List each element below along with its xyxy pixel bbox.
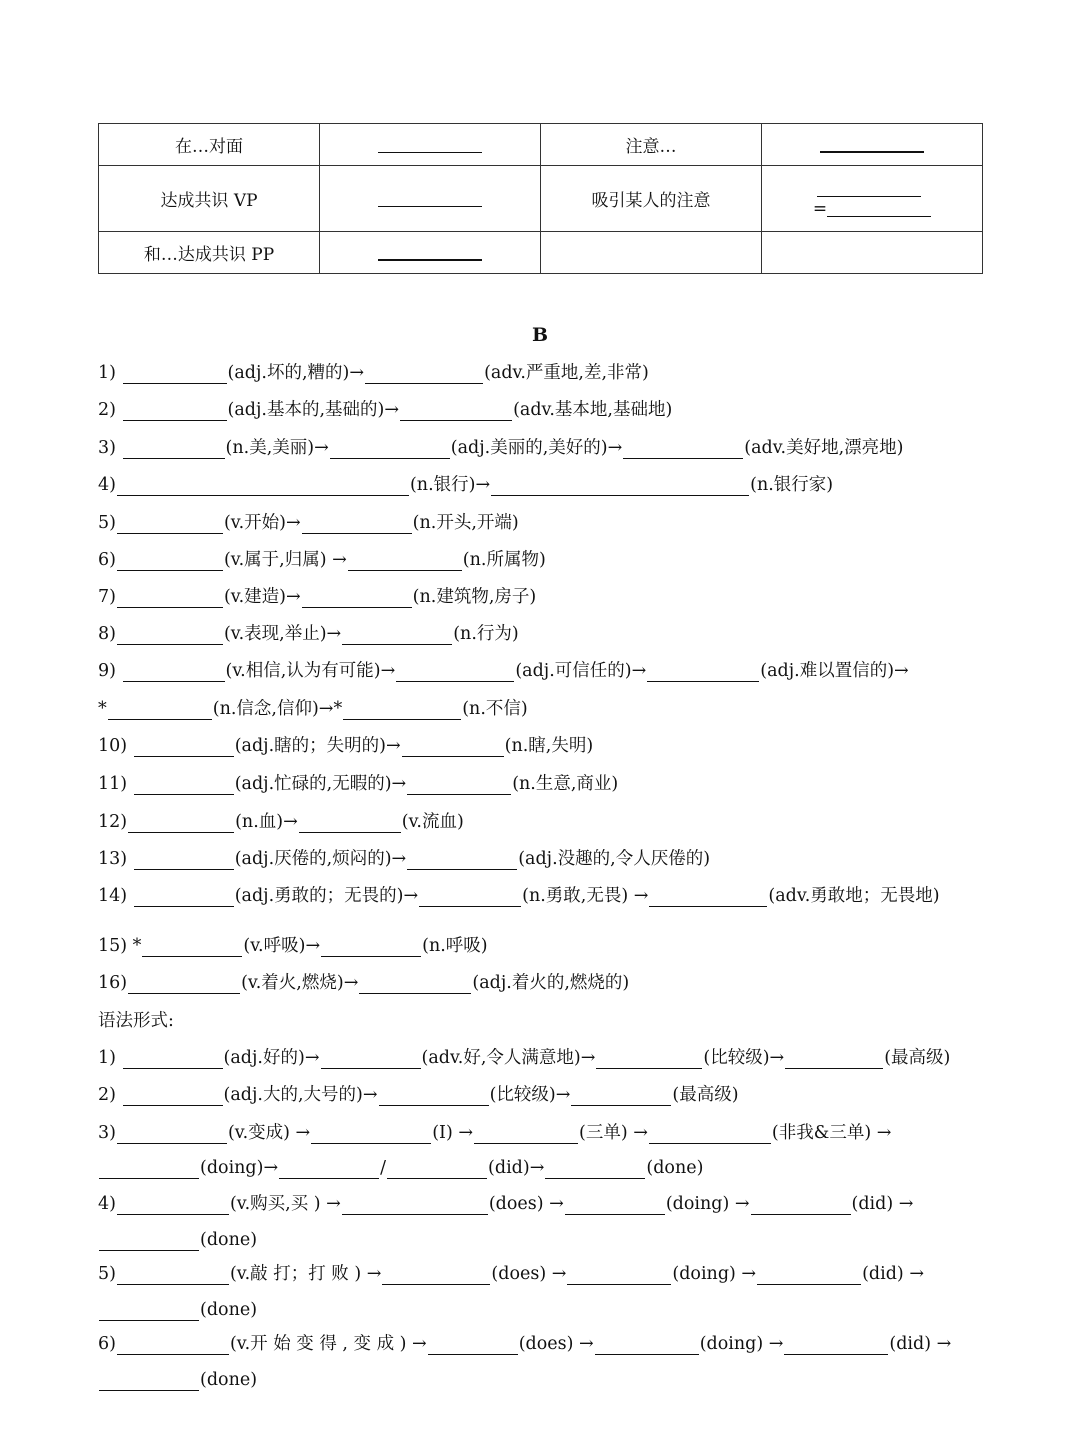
- exercise-line: [98, 586, 536, 608]
- answer-blank[interactable]: [134, 739, 234, 757]
- hint-text: (n.血)→: [235, 812, 298, 832]
- answer-blank[interactable]: [649, 1126, 771, 1144]
- item-number: 16): [98, 973, 128, 993]
- hint-text: (n.不信): [462, 699, 528, 719]
- hint-text: (done): [200, 1230, 258, 1250]
- exercise-line: [98, 1047, 950, 1069]
- exercise-line: [98, 773, 618, 795]
- exercise-line: [98, 1263, 924, 1285]
- answer-blank[interactable]: [134, 889, 234, 907]
- hint-text: (adj.勇敢的；无畏的)→: [234, 886, 419, 906]
- answer-blank[interactable]: [402, 739, 504, 757]
- star-mark: *: [98, 699, 107, 719]
- item-number: 5): [98, 1264, 116, 1284]
- exercise-line: [98, 935, 488, 957]
- term-cell: 在…对面: [99, 124, 320, 166]
- vocab-table: [98, 123, 983, 274]
- answer-blank[interactable]: [117, 553, 223, 571]
- hint-text: (done): [200, 1300, 258, 1320]
- hint-text: (比较级)→: [703, 1048, 785, 1068]
- answer-blank[interactable]: [99, 1373, 199, 1391]
- hint-text: (adv.美好地,漂亮地): [744, 438, 904, 458]
- exercise-line: [98, 1157, 703, 1179]
- hint-text: (n.银行家): [750, 475, 834, 495]
- answer-blank[interactable]: [99, 1233, 199, 1251]
- answer-blank[interactable]: [387, 1161, 487, 1179]
- exercise-line: [98, 399, 672, 421]
- answer-blank[interactable]: [396, 664, 514, 682]
- table-row: [99, 124, 983, 166]
- answer-blank[interactable]: [365, 366, 483, 384]
- hint-text: (v.表现,举止)→: [223, 624, 342, 644]
- answer-blank[interactable]: [565, 1197, 665, 1215]
- hint-text: (does) →: [518, 1334, 594, 1354]
- item-number: 12): [98, 812, 128, 832]
- hint-text: (v.购买,买 ) →: [229, 1194, 341, 1214]
- answer-blank[interactable]: [785, 1051, 883, 1069]
- item-number: 3): [98, 1123, 116, 1143]
- answer-blank[interactable]: [348, 553, 462, 571]
- equals-sign: =: [812, 198, 828, 219]
- hint-text: (did) →: [851, 1194, 914, 1214]
- separator: /: [380, 1158, 387, 1178]
- item-number: 5): [98, 513, 116, 533]
- answer-blank[interactable]: [117, 1337, 229, 1355]
- hint-text: (n.开头,开端): [412, 513, 519, 533]
- exercise-line: [98, 848, 710, 870]
- item-number: 6): [98, 1334, 116, 1354]
- answer-cell: [320, 124, 541, 166]
- exercise-line: [98, 735, 593, 757]
- hint-text: (n.银行)→: [409, 475, 491, 495]
- answer-blank[interactable]: [751, 1197, 851, 1215]
- hint-text: (adv.严重地,差,非常): [484, 363, 649, 383]
- item-number: 2): [98, 1085, 116, 1105]
- term-cell: 注意…: [541, 124, 762, 166]
- answer-blank[interactable]: [820, 137, 924, 153]
- hint-text: (done): [200, 1370, 258, 1390]
- answer-blank[interactable]: [817, 182, 921, 197]
- hint-text: (adj.瞎的；失明的)→: [234, 736, 401, 756]
- item-number: 1): [98, 1048, 116, 1068]
- item-number: 7): [98, 587, 116, 607]
- grammar-label: 语法形式:: [98, 1011, 174, 1031]
- hint-text: (n.勇敢,无畏) →: [522, 886, 649, 906]
- answer-blank[interactable]: [784, 1337, 888, 1355]
- answer-blank[interactable]: [419, 889, 521, 907]
- hint-text: (did) →: [862, 1264, 924, 1284]
- answer-blank[interactable]: [117, 516, 223, 534]
- answer-blank[interactable]: [117, 590, 223, 608]
- hint-text: (adv.勇敢地；无畏地): [768, 886, 940, 906]
- item-number: 15) *: [98, 936, 142, 956]
- hint-text: (does) →: [488, 1194, 564, 1214]
- hint-text: (adj.美丽的,美好的)→: [450, 438, 623, 458]
- hint-text: (adj.基本的,基础的)→: [227, 400, 400, 420]
- answer-blank[interactable]: [595, 1337, 699, 1355]
- answer-blank[interactable]: [378, 245, 482, 261]
- hint-text: (n.瞎,失明): [504, 736, 594, 756]
- item-number: 13): [98, 849, 128, 869]
- item-number: 9): [98, 661, 116, 681]
- answer-blank[interactable]: [649, 889, 767, 907]
- hint-text: (v.流血): [401, 812, 464, 832]
- answer-blank[interactable]: [827, 202, 931, 217]
- term-cell: 吸引某人的注意: [541, 166, 762, 232]
- answer-blank[interactable]: [299, 815, 401, 833]
- item-number: 14): [98, 886, 128, 906]
- exercise-line: [98, 1193, 913, 1215]
- answer-blank[interactable]: [117, 627, 223, 645]
- hint-text: (最高级): [884, 1048, 951, 1068]
- exercise-line: [98, 698, 528, 720]
- hint-text: (I) →: [432, 1123, 474, 1143]
- hint-text: (adj.好的)→: [223, 1048, 320, 1068]
- answer-blank[interactable]: [567, 1267, 671, 1285]
- hint-text: (adv.基本地,基础地): [513, 400, 673, 420]
- answer-blank[interactable]: [302, 516, 412, 534]
- item-number: 4): [98, 1194, 116, 1214]
- exercise-line: [98, 437, 904, 459]
- exercise-line: [98, 885, 940, 907]
- answer-blank[interactable]: [142, 939, 242, 957]
- answer-blank[interactable]: [117, 1126, 227, 1144]
- answer-blank[interactable]: [382, 1267, 490, 1285]
- term-cell: 和…达成共识 PP: [99, 232, 320, 274]
- hint-text: (adj.可信任的)→: [515, 661, 647, 681]
- hint-text: (n.美,美丽)→: [225, 438, 329, 458]
- table-row: [99, 232, 983, 274]
- hint-text: (did) →: [889, 1334, 952, 1354]
- answer-blank[interactable]: [379, 1088, 489, 1106]
- answer-blank[interactable]: [123, 1088, 223, 1106]
- hint-text: (doing) →: [699, 1334, 784, 1354]
- answer-blank[interactable]: [117, 1197, 229, 1215]
- answer-blank[interactable]: [378, 192, 482, 207]
- table-row: [99, 166, 983, 232]
- hint-text: (v.开 始 变 得 , 变 成 ) →: [229, 1334, 427, 1354]
- hint-text: (比较级)→: [489, 1085, 571, 1105]
- answer-blank[interactable]: [123, 441, 225, 459]
- answer-blank[interactable]: [128, 815, 234, 833]
- answer-blank[interactable]: [117, 1267, 229, 1285]
- answer-blank[interactable]: [342, 627, 452, 645]
- answer-blank[interactable]: [99, 1161, 199, 1179]
- item-number: 11): [98, 774, 128, 794]
- hint-text: (非我&三单) →: [771, 1123, 892, 1143]
- answer-blank[interactable]: [330, 441, 450, 459]
- hint-text: (did)→: [488, 1158, 545, 1178]
- hint-text: (adj.大的,大号的)→: [223, 1085, 378, 1105]
- empty-cell: [762, 232, 983, 274]
- hint-text: (最高级): [672, 1085, 739, 1105]
- exercise-line: [98, 623, 519, 645]
- hint-text: (doing) →: [665, 1194, 750, 1214]
- exercise-line: [98, 1122, 891, 1144]
- answer-blank[interactable]: [123, 366, 227, 384]
- answer-blank[interactable]: [545, 1161, 645, 1179]
- item-number: 6): [98, 550, 116, 570]
- answer-cell: [320, 166, 541, 232]
- answer-blank[interactable]: [491, 478, 749, 496]
- hint-text: (v.敲 打；打 败 ) →: [229, 1264, 382, 1284]
- hint-text: (adj.着火的,燃烧的): [472, 973, 630, 993]
- answer-blank[interactable]: [134, 777, 234, 795]
- answer-blank[interactable]: [279, 1161, 379, 1179]
- answer-blank[interactable]: [647, 664, 759, 682]
- answer-cell: [762, 166, 983, 232]
- exercise-line: [98, 972, 629, 994]
- answer-blank[interactable]: [302, 590, 412, 608]
- hint-text: (v.变成) →: [227, 1123, 311, 1143]
- exercise-line: [98, 362, 649, 384]
- item-number: 8): [98, 624, 116, 644]
- answer-blank[interactable]: [342, 1197, 488, 1215]
- answer-blank[interactable]: [123, 1051, 223, 1069]
- answer-blank[interactable]: [117, 478, 409, 496]
- answer-blank[interactable]: [596, 1051, 702, 1069]
- exercise-line: [98, 1084, 739, 1106]
- answer-blank[interactable]: [428, 1337, 518, 1355]
- hint-text: (adj.忙碌的,无暇的)→: [234, 774, 407, 794]
- hint-text: (n.行为): [453, 624, 519, 644]
- answer-blank[interactable]: [571, 1088, 671, 1106]
- hint-text: (n.建筑物,房子): [412, 587, 537, 607]
- double-blank: [813, 179, 931, 219]
- item-number: 4): [98, 475, 116, 495]
- answer-blank[interactable]: [123, 403, 227, 421]
- hint-text: (v.属于,归属) →: [223, 550, 347, 570]
- hint-text: (三单) →: [579, 1123, 648, 1143]
- answer-blank[interactable]: [757, 1267, 861, 1285]
- answer-blank[interactable]: [400, 403, 512, 421]
- answer-blank[interactable]: [321, 939, 421, 957]
- answer-cell: [762, 124, 983, 166]
- exercise-line: [98, 1229, 257, 1251]
- section-heading: B: [531, 324, 549, 346]
- answer-blank[interactable]: [623, 441, 743, 459]
- hint-text: (n.所属物): [462, 550, 546, 570]
- answer-blank[interactable]: [359, 976, 471, 994]
- exercise-line: [98, 1369, 257, 1391]
- answer-blank[interactable]: [128, 976, 240, 994]
- hint-text: (v.呼吸)→: [243, 936, 321, 956]
- hint-text: (adj.难以置信的)→: [760, 661, 909, 681]
- exercise-line: [98, 1333, 951, 1355]
- hint-text: (v.开始)→: [223, 513, 301, 533]
- hint-text: (does) →: [491, 1264, 567, 1284]
- answer-blank[interactable]: [378, 138, 482, 153]
- answer-blank[interactable]: [311, 1126, 431, 1144]
- hint-text: (n.信念,信仰)→*: [212, 699, 343, 719]
- term-cell: 达成共识 VP: [99, 166, 320, 232]
- answer-blank[interactable]: [99, 1303, 199, 1321]
- term-cell: [541, 232, 762, 274]
- hint-text: (v.建造)→: [223, 587, 301, 607]
- hint-text: (doing)→: [200, 1158, 279, 1178]
- hint-text: (adj.厌倦的,烦闷的)→: [234, 849, 407, 869]
- answer-blank[interactable]: [134, 852, 234, 870]
- answer-blank[interactable]: [407, 777, 511, 795]
- hint-text: (adj.没趣的,令人厌倦的): [518, 849, 711, 869]
- exercise-line: [98, 474, 833, 496]
- hint-text: (n.呼吸): [422, 936, 488, 956]
- answer-blank[interactable]: [123, 664, 225, 682]
- answer-blank[interactable]: [108, 702, 212, 720]
- exercise-line: [98, 811, 464, 833]
- item-number: 3): [98, 438, 116, 458]
- hint-text: (adj.坏的,糟的)→: [227, 363, 365, 383]
- exercise-line: [98, 1299, 257, 1321]
- hint-text: (done): [646, 1158, 704, 1178]
- item-number: 1): [98, 363, 116, 383]
- answer-blank[interactable]: [407, 852, 517, 870]
- exercise-line: [98, 549, 546, 571]
- hint-text: (doing) →: [672, 1264, 757, 1284]
- exercise-line: [98, 660, 909, 682]
- answer-blank[interactable]: [474, 1126, 578, 1144]
- hint-text: (n.生意,商业): [512, 774, 619, 794]
- item-number: 10): [98, 736, 128, 756]
- hint-text: (v.相信,认为有可能)→: [225, 661, 396, 681]
- exercise-line: [98, 512, 519, 534]
- hint-text: (v.着火,燃烧)→: [241, 973, 359, 993]
- answer-blank[interactable]: [343, 702, 461, 720]
- answer-cell: [320, 232, 541, 274]
- hint-text: (adv.好,令人满意地)→: [421, 1048, 596, 1068]
- answer-blank[interactable]: [321, 1051, 421, 1069]
- item-number: 2): [98, 400, 116, 420]
